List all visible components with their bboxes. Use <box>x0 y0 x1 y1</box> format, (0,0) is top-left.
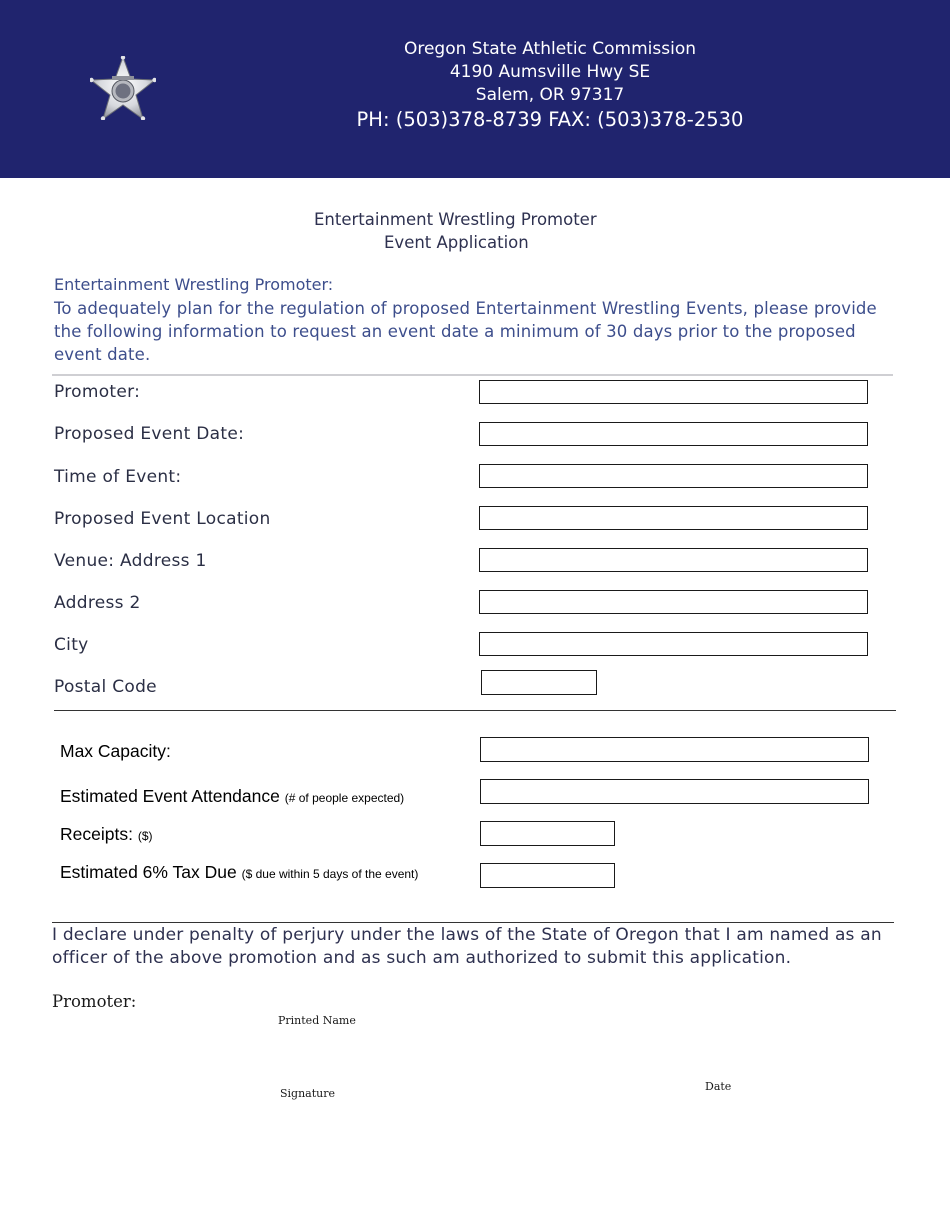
org-address: 4190 Aumsville Hwy SE <box>449 62 651 82</box>
postal-code-label: Postal Code <box>54 677 157 697</box>
promoter-input[interactable] <box>479 380 868 404</box>
org-city-state: Salem, OR 97317 <box>475 85 625 105</box>
receipts-input[interactable] <box>480 821 615 846</box>
page-subtitle: Event Application <box>384 233 529 252</box>
org-phone-fax: PH: (503)378-8739 FAX: (503)378-2530 <box>356 108 744 131</box>
page-title: Entertainment Wrestling Promoter <box>314 210 597 229</box>
event-time-label: Time of Event: <box>54 467 182 487</box>
max-capacity-input[interactable] <box>480 737 869 762</box>
intro-text: To adequately plan for the regulation of proposed Entertainment Wrestling Events, please provide the following information to request an event date a minimum of 30 days prior to the proposed event date. <box>54 299 877 364</box>
date-caption: Date <box>705 1080 732 1093</box>
divider <box>52 922 894 923</box>
postal-code-input[interactable] <box>481 670 597 695</box>
promoter-label: Promoter: <box>54 382 141 402</box>
address2-label: Address 2 <box>54 593 141 613</box>
event-date-input[interactable] <box>479 422 868 446</box>
sheriff-star-badge-icon <box>90 56 156 120</box>
divider <box>54 710 896 711</box>
attendance-note: (# of people expected) <box>284 791 405 805</box>
event-location-input[interactable] <box>479 506 868 530</box>
header-banner <box>0 0 950 178</box>
declaration-text: I declare under penalty of perjury under the laws of the State of Oregon that I am named as an officer of the above promotion and as such am authorized to submit this application. <box>52 925 882 968</box>
receipts-note: ($) <box>137 829 153 843</box>
venue-address1-label: Venue: Address 1 <box>54 551 207 571</box>
printed-name-caption: Printed Name <box>278 1014 356 1027</box>
attendance-label: Estimated Event Attendance (# of people expected) <box>60 786 405 806</box>
address2-input[interactable] <box>479 590 868 614</box>
tax-due-input[interactable] <box>480 863 615 888</box>
attendance-input[interactable] <box>480 779 869 804</box>
city-label: City <box>54 635 89 655</box>
max-capacity-label: Max Capacity: <box>60 741 171 761</box>
tax-due-note: ($ due within 5 days of the event) <box>241 867 419 881</box>
event-date-label: Proposed Event Date: <box>54 424 245 444</box>
event-location-label: Proposed Event Location <box>54 509 271 529</box>
signature-promoter-label: Promoter: <box>52 992 137 1011</box>
event-time-input[interactable] <box>479 464 868 488</box>
receipts-label: Receipts: ($) <box>60 824 153 844</box>
intro-heading: Entertainment Wrestling Promoter: <box>54 275 334 294</box>
tax-due-label: Estimated 6% Tax Due ($ due within 5 days of the event) <box>60 862 419 882</box>
signature-caption: Signature <box>280 1087 336 1100</box>
city-input[interactable] <box>479 632 868 656</box>
divider <box>52 374 893 376</box>
org-name: Oregon State Athletic Commission <box>403 39 697 59</box>
venue-address1-input[interactable] <box>479 548 868 572</box>
